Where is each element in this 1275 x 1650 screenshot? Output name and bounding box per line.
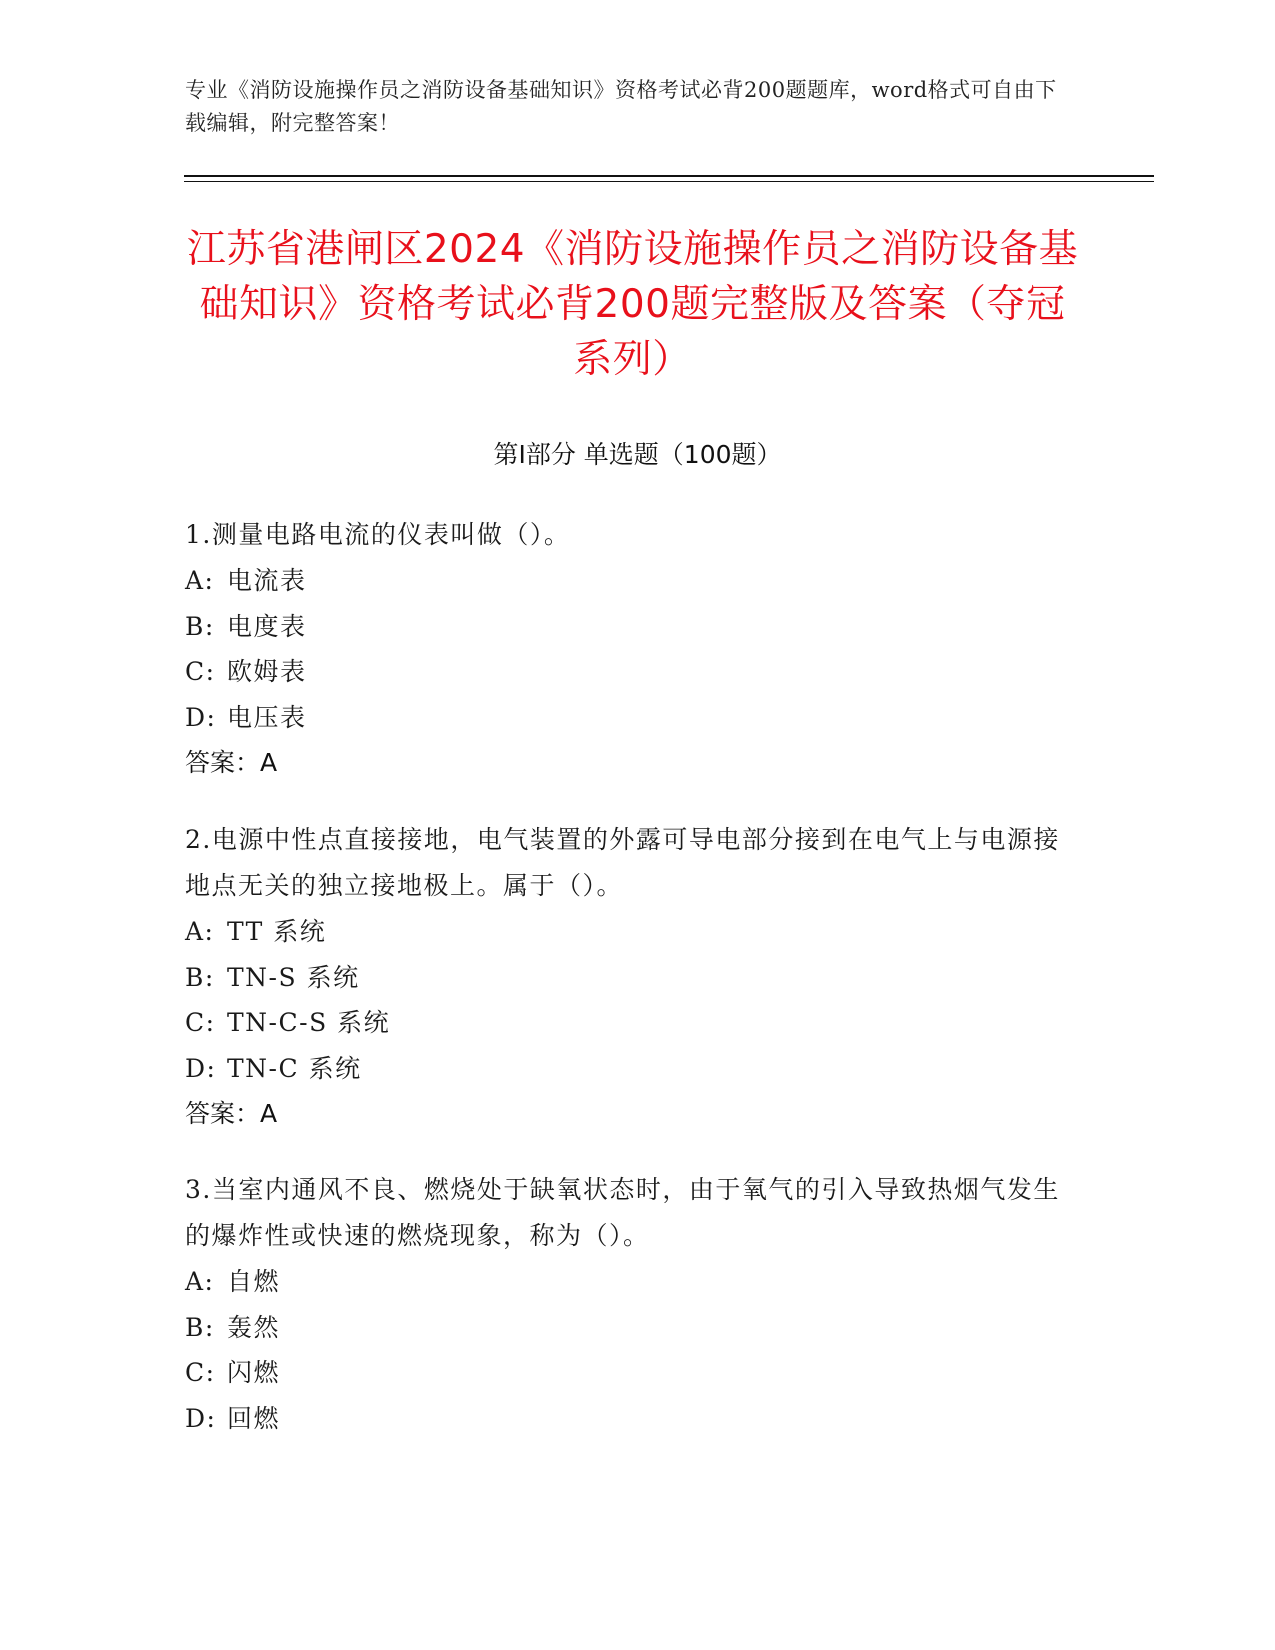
option-b	[185, 1305, 1065, 1351]
option-text: 闪燃	[227, 1358, 281, 1387]
option-b	[185, 604, 1065, 650]
option-key: C:	[185, 1008, 216, 1037]
option-d	[185, 1396, 1065, 1442]
option-text: TN-C 系统	[227, 1053, 362, 1083]
option-key: C:	[185, 657, 216, 686]
option-key: A:	[185, 566, 215, 595]
answer-line: 答案：A	[185, 1099, 278, 1128]
document-title: 江苏省港闸区2024《消防设施操作员之消防设备基础知识》资格考试必背200题完整版及答案（夺冠系列）	[186, 227, 1079, 382]
header-rule-thin	[184, 181, 1154, 182]
question-3	[185, 1167, 1065, 1441]
header-note: 专业《消防设施操作员之消防设备基础知识》资格考试必背200题题库，word格式可自由下载编辑，附完整答案！	[185, 78, 1057, 135]
option-c	[185, 1000, 1065, 1046]
option-text: 回燃	[227, 1403, 281, 1433]
option-d	[185, 1046, 1065, 1092]
option-text: 欧姆表	[227, 657, 307, 686]
option-c	[185, 1350, 1065, 1396]
option-key: A:	[185, 917, 215, 946]
header-rule-thick	[184, 175, 1154, 177]
question-1	[185, 512, 1065, 785]
option-text: 电流表	[227, 566, 307, 595]
option-key: B:	[185, 962, 215, 992]
option-text: 电度表	[227, 611, 307, 641]
option-text: TN-S 系统	[227, 962, 360, 992]
option-d	[185, 695, 1065, 741]
question-stem: 2.电源中性点直接接地，电气装置的外露可导电部分接到在电气上与电源接地点无关的独立接地极上。属于（）。	[185, 825, 1060, 900]
option-text: 电压表	[227, 702, 307, 732]
option-key: D:	[185, 702, 217, 732]
option-a	[185, 558, 1065, 604]
option-key: D:	[185, 1403, 217, 1433]
question-stem: 1.测量电路电流的仪表叫做（）。	[185, 520, 571, 549]
option-text: TN-C-S 系统	[227, 1008, 391, 1037]
option-a	[185, 909, 1065, 955]
option-key: D:	[185, 1053, 217, 1083]
answer-line: 答案：A	[185, 748, 278, 777]
option-c	[185, 649, 1065, 695]
question-stem: 3.当室内通风不良、燃烧处于缺氧状态时，由于氧气的引入导致热烟气发生的爆炸性或快速的燃烧现象，称为（）。	[185, 1175, 1060, 1250]
option-key: B:	[185, 1312, 215, 1342]
question-2	[185, 817, 1065, 1136]
option-key: B:	[185, 611, 215, 641]
option-key: C:	[185, 1358, 216, 1387]
option-text: 轰然	[227, 1312, 281, 1342]
option-text: 自燃	[227, 1267, 281, 1296]
option-a	[185, 1259, 1065, 1305]
option-key: A:	[185, 1267, 215, 1296]
option-b	[185, 955, 1065, 1001]
option-text: TT 系统	[227, 917, 327, 946]
section-title: 第Ⅰ部分 单选题（100题）	[493, 440, 782, 469]
